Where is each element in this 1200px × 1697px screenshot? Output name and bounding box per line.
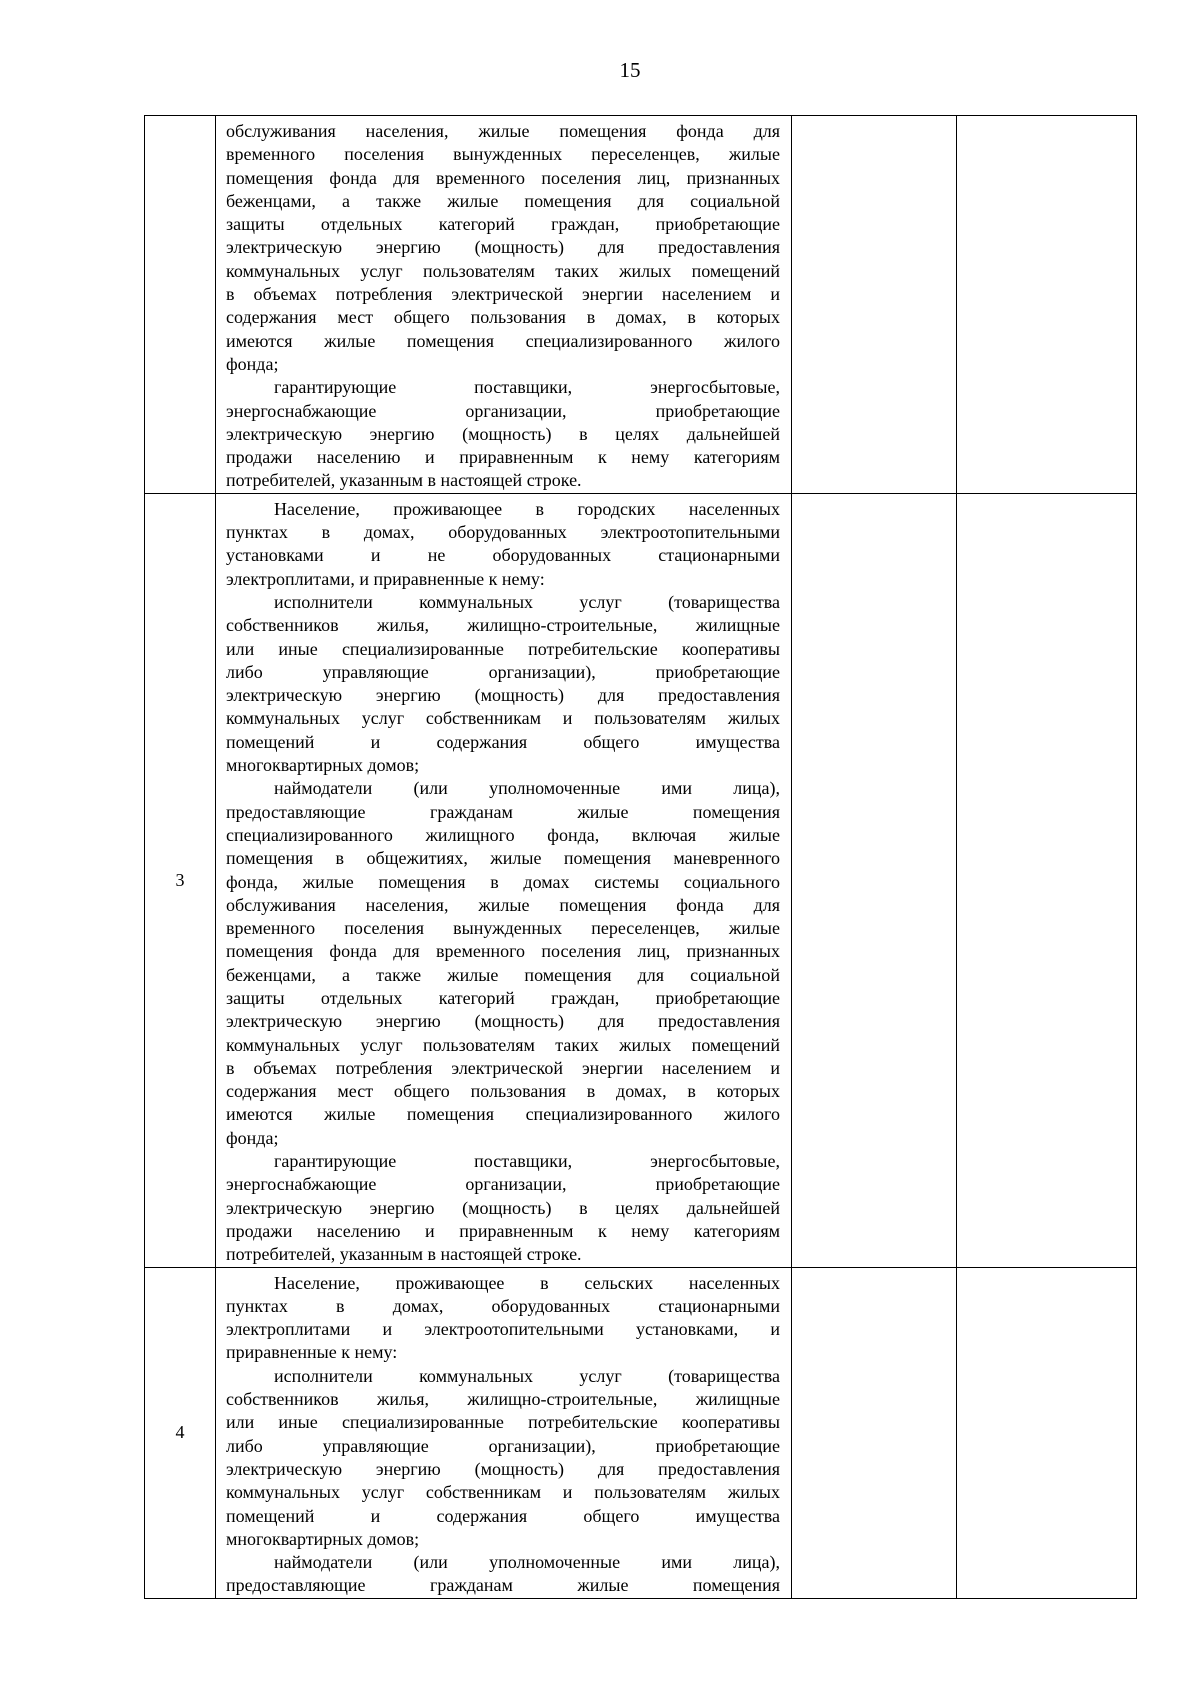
text-line: беженцами, а также жилые помещения для социальной [226,964,780,985]
row-number-cell [145,116,216,494]
text-line: Население, проживающее в городских населенных [274,498,780,519]
empty-value-cell [957,493,1137,1267]
text-line: наймодатели (или уполномоченные ими лица), [274,1552,780,1573]
text-line: помещения фонда для временного поселения лиц, признанных [226,167,780,188]
text-line: многоквартирных домов; [226,1528,420,1549]
consumer-description-cell [216,116,792,494]
text-line: многоквартирных домов; [226,755,420,776]
text-line: либо управляющие организации), приобретающие [226,1435,780,1456]
text-line: электрическую энергию (мощность) для предоставления [226,237,780,258]
text-line: коммунальных услуг пользователям таких жилых помещений [226,260,780,281]
consumer-description-cell [216,493,792,1267]
text-line: помещения фонда для временного поселения лиц, признанных [226,941,780,962]
text-line: или иные специализированные потребительские кооперативы [226,1412,780,1433]
text-line: коммунальных услуг собственникам и пользователям жилых [226,1482,780,1503]
text-line: потребителей, указанным в настоящей строке. [226,470,582,491]
table-row [145,493,1137,1267]
text-line: электрическую энергию (мощность) для предоставления [226,1011,780,1032]
text-line: коммунальных услуг собственникам и пользователям жилых [226,708,780,729]
table-row [145,1267,1137,1598]
text-line: в объемах потребления электрической энергии населением и [226,284,780,305]
text-line: электрическую энергию (мощность) в целях дальнейшей [226,1197,780,1218]
text-line: электрическую энергию (мощность) в целях дальнейшей [226,423,780,444]
text-line: исполнители коммунальных услуг (товарищества [274,1365,780,1386]
text-line: или иные специализированные потребительские кооперативы [226,638,780,659]
page-number: 15 [619,58,641,82]
text-line: помещений и содержания общего имущества [226,1505,780,1526]
text-line: специализированного жилищного фонда, включая жилые [226,824,780,845]
row-number-cell: 3 [145,493,216,1267]
text-line: продажи населению и приравненным к нему категориям [226,1220,780,1241]
text-line: помещений и содержания общего имущества [226,731,780,752]
table-row [145,116,1137,494]
table-body [145,116,1137,1599]
text-line: беженцами, а также жилые помещения для социальной [226,190,780,211]
empty-value-cell [957,1267,1137,1598]
text-line: коммунальных услуг пользователям таких жилых помещений [226,1034,780,1055]
text-line: энергоснабжающие организации, приобретающие [226,400,780,421]
text-line: продажи населению и приравненным к нему категориям [226,447,780,468]
text-line: обслуживания населения, жилые помещения фонда для [226,894,780,915]
text-line: предоставляющие гражданам жилые помещения [226,801,780,822]
text-line: наймодатели (или уполномоченные ими лица), [274,778,780,799]
text-line: гарантирующие поставщики, энергосбытовые, [274,377,780,398]
text-line: электрическую энергию (мощность) для предоставления [226,685,780,706]
text-line: имеются жилые помещения специализированного жилого [226,1104,780,1125]
text-line: потребителей, указанным в настоящей строке. [226,1244,582,1265]
text-line: содержания мест общего пользования в домах, в которых [226,1081,780,1102]
text-line: помещения в общежитиях, жилые помещения маневренного [226,848,780,869]
text-line: гарантирующие поставщики, энергосбытовые, [274,1151,780,1172]
text-line: собственников жилья, жилищно-строительные, жилищные [226,1389,780,1410]
row-number-cell: 4 [145,1267,216,1598]
text-line: исполнители коммунальных услуг (товарищества [274,591,780,612]
empty-value-cell [792,1267,957,1598]
consumer-description-cell [216,1267,792,1598]
text-line: фонда, жилые помещения в домах системы социального [226,871,780,892]
empty-value-cell [957,116,1137,494]
text-line: защиты отдельных категорий граждан, приобретающие [226,214,780,235]
text-line: фонда; [226,1127,279,1148]
text-line: пунктах в домах, оборудованных электроотопительными [226,522,780,543]
text-line: защиты отдельных категорий граждан, приобретающие [226,987,780,1008]
text-line: приравненные к нему: [226,1342,398,1363]
empty-value-cell [792,116,957,494]
text-line: имеются жилые помещения специализированного жилого [226,330,780,351]
empty-value-cell [792,493,957,1267]
text-line: либо управляющие организации), приобретающие [226,661,780,682]
text-line: энергоснабжающие организации, приобретающие [226,1174,780,1195]
text-line: содержания мест общего пользования в домах, в которых [226,307,780,328]
text-line: электрическую энергию (мощность) для предоставления [226,1458,780,1479]
text-line: обслуживания населения, жилые помещения фонда для [226,121,780,141]
text-line: пунктах в домах, оборудованных стационарными [226,1295,780,1316]
tariff-table [144,115,1137,1599]
text-line: фонда; [226,353,279,374]
text-line: собственников жилья, жилищно-строительные, жилищные [226,615,780,636]
text-line: электроплитами, и приравненные к нему: [226,568,545,589]
text-line: в объемах потребления электрической энергии населением и [226,1057,780,1078]
text-line: Население, проживающее в сельских населенных [274,1272,780,1293]
text-line: временного поселения вынужденных переселенцев, жилые [226,918,780,939]
text-line: временного поселения вынужденных переселенцев, жилые [226,144,780,165]
text-line: электроплитами и электроотопительными установками, и [226,1319,780,1340]
text-line: предоставляющие гражданам жилые помещения [226,1575,780,1596]
text-line: установками и не оборудованных стационарными [226,545,780,566]
